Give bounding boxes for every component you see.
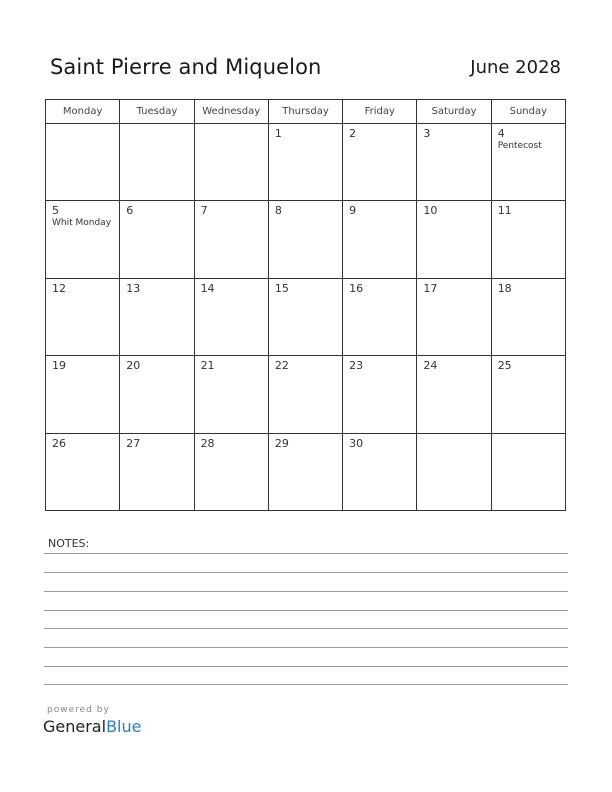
- day-number: [46, 124, 119, 127]
- brand-blue: Blue: [106, 717, 142, 736]
- day-number: 27: [126, 436, 141, 450]
- day-number: 15: [274, 281, 289, 295]
- day-cell: [491, 201, 565, 278]
- day-number: 14: [200, 281, 215, 295]
- note-line: [44, 610, 568, 611]
- note-line: [44, 572, 568, 573]
- day-cell: [491, 356, 565, 433]
- day-cell: [46, 124, 120, 201]
- note-line: [44, 628, 568, 629]
- note-line: [44, 647, 568, 648]
- weekday-header: Saturday: [417, 100, 491, 124]
- day-number: 2: [349, 127, 357, 140]
- day-number: 17: [423, 281, 438, 295]
- day-number: 9: [349, 204, 357, 218]
- day-number: 19: [52, 359, 66, 373]
- day-number: [492, 434, 565, 437]
- day-number: 1: [274, 127, 282, 140]
- day-cell: [417, 124, 491, 201]
- weekday-header: Thursday: [268, 100, 342, 124]
- day-cell: [46, 278, 120, 355]
- day-cell: [343, 433, 417, 510]
- day-cell: [120, 201, 194, 278]
- weekday-header: Wednesday: [194, 100, 268, 124]
- day-number: 8: [274, 204, 282, 218]
- day-number: 28: [200, 436, 215, 450]
- day-cell: [268, 201, 342, 278]
- day-number: 12: [52, 281, 66, 295]
- day-number: 30: [349, 436, 364, 450]
- day-cell: [343, 124, 417, 201]
- day-cell: [417, 433, 491, 510]
- day-cell: [120, 124, 194, 201]
- day-cell: [268, 356, 342, 433]
- generalblue-logo: [43, 717, 141, 736]
- calendar-grid: [45, 99, 566, 511]
- day-cell: [417, 278, 491, 355]
- note-line: [44, 591, 568, 592]
- day-number: [120, 124, 193, 127]
- day-cell: [268, 278, 342, 355]
- day-number: 16: [349, 281, 364, 295]
- day-number: 3: [423, 127, 431, 140]
- day-number: [195, 124, 268, 127]
- note-line: [44, 666, 568, 667]
- day-cell: [46, 356, 120, 433]
- week-row: [46, 356, 566, 433]
- day-number: 29: [274, 436, 289, 450]
- day-number: 7: [200, 204, 208, 218]
- calendar-month: June 2028: [470, 57, 561, 78]
- note-line: [44, 553, 568, 554]
- day-number: 5: [52, 204, 59, 218]
- day-cell: [491, 124, 565, 201]
- calendar-title: Saint Pierre and Miquelon: [50, 55, 322, 79]
- day-number: [417, 434, 490, 437]
- weekday-header: Friday: [343, 100, 417, 124]
- day-number: 6: [126, 204, 134, 218]
- notes-label: NOTES:: [48, 537, 90, 550]
- day-number: 21: [200, 359, 215, 373]
- week-row: [46, 124, 566, 201]
- weekday-header: Tuesday: [120, 100, 194, 124]
- day-cell: [417, 356, 491, 433]
- day-cell: [194, 124, 268, 201]
- day-cell: [343, 278, 417, 355]
- holiday-label: Whit Monday: [52, 218, 112, 229]
- day-cell: [268, 124, 342, 201]
- day-cell: [417, 201, 491, 278]
- day-cell: [343, 201, 417, 278]
- day-number: 4: [497, 127, 505, 140]
- day-cell: [46, 201, 120, 278]
- day-cell: [194, 278, 268, 355]
- day-number: 25: [497, 359, 512, 373]
- day-number: 22: [274, 359, 289, 373]
- holiday-label: Pentecost: [497, 141, 542, 151]
- week-row: [46, 278, 566, 355]
- day-cell: [343, 356, 417, 433]
- day-number: 18: [497, 281, 512, 295]
- day-cell: [46, 433, 120, 510]
- day-number: 26: [52, 436, 66, 450]
- weekday-header-row: [46, 100, 566, 124]
- day-number: 20: [126, 359, 141, 373]
- day-cell: [120, 356, 194, 433]
- day-cell: [268, 433, 342, 510]
- day-cell: [120, 278, 194, 355]
- day-cell: [194, 356, 268, 433]
- weekday-header: Sunday: [491, 100, 565, 124]
- day-number: 23: [349, 359, 364, 373]
- brand-general: General: [43, 717, 107, 736]
- day-cell: [194, 433, 268, 510]
- day-cell: [194, 201, 268, 278]
- note-line: [44, 684, 568, 685]
- day-number: 11: [497, 204, 512, 218]
- powered-by-text: powered by: [47, 705, 110, 715]
- day-cell: [491, 278, 565, 355]
- day-cell: [491, 433, 565, 510]
- day-number: 24: [423, 359, 438, 373]
- day-number: 13: [126, 281, 141, 295]
- week-row: [46, 433, 566, 510]
- weekday-header: Monday: [46, 100, 120, 124]
- day-cell: [120, 433, 194, 510]
- day-number: 10: [423, 204, 438, 218]
- week-row: [46, 201, 566, 278]
